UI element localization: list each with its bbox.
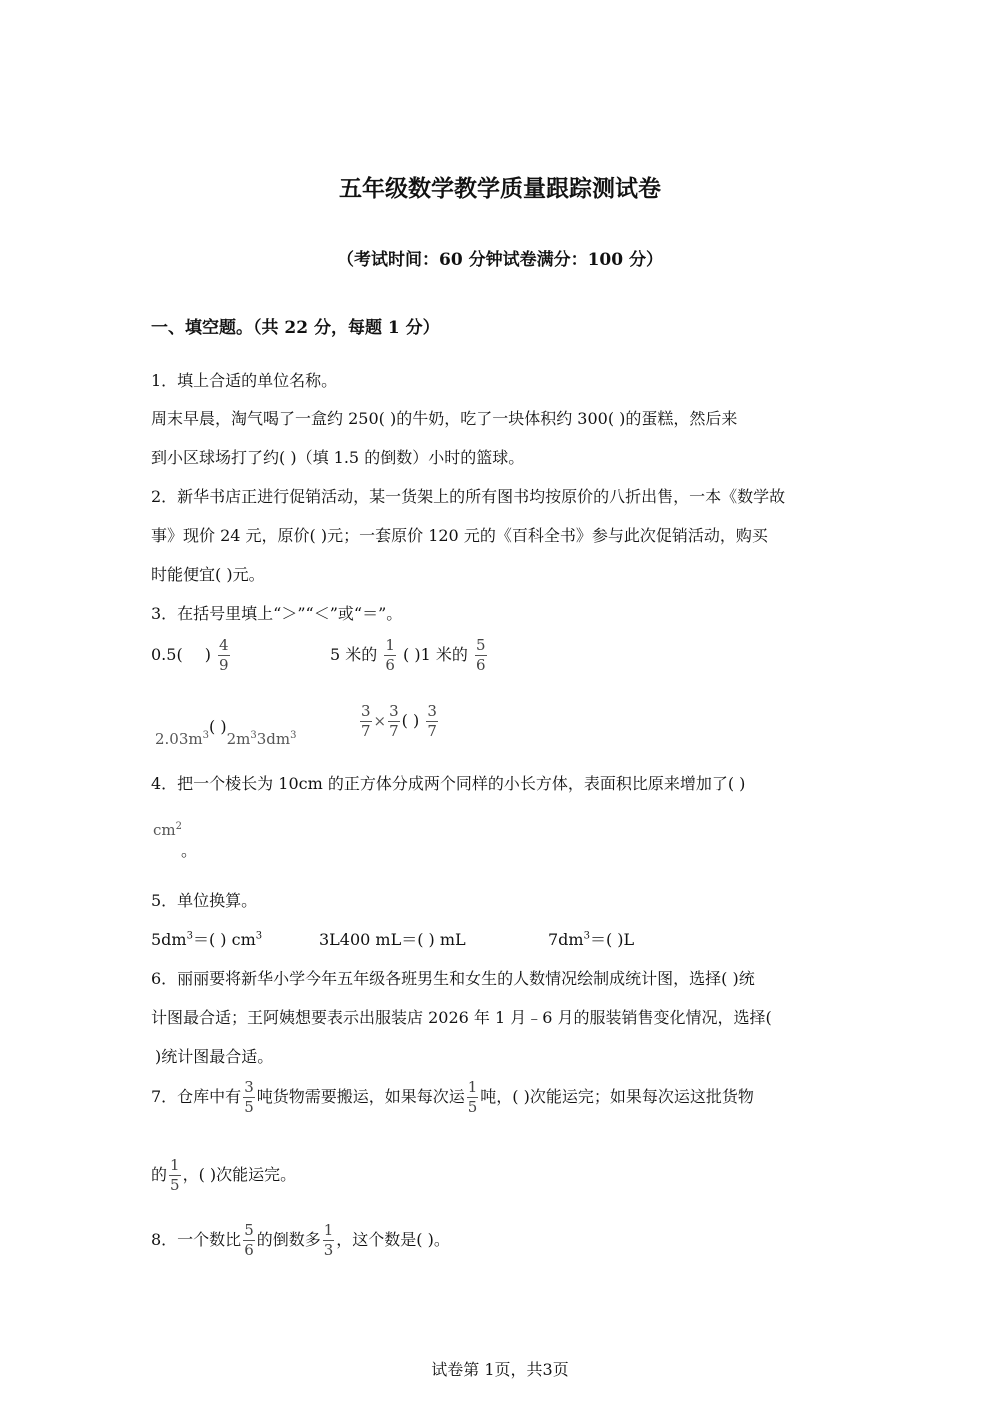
fraction: $\frac{4}{9}$ <box>219 636 229 674</box>
q3c-right: $2m^33dm^3$ <box>226 730 297 748</box>
q6-text-line: 计图最合适；王阿姨想要表示出服装店 2026 年 1 月﹣6 月的服装销售变化情况，选择( <box>151 1008 772 1027</box>
fraction: $\frac{1}{5}$ <box>467 1078 478 1116</box>
q7-text-line: 的 $\frac{1}{5}$ ，( )次能运完。 <box>151 1156 297 1194</box>
fraction: $\frac{5}{6}$ <box>475 636 486 674</box>
q5-item-a: $5dm^3=$( ) $cm^3$ <box>151 930 263 949</box>
q4-end: 。 <box>181 841 198 860</box>
q2-text-line: 时能便宜( )元。 <box>151 565 265 584</box>
q3c-left: $2.03m^3$ <box>155 730 209 748</box>
q3a-right: ) <box>204 645 211 664</box>
q4-unit: $cm^2$ <box>153 821 182 839</box>
q2-text-line: 事》现价 24 元，原价( )元；一套原价 120 元的《百科全书》参与此次促销活动，购买 <box>151 526 768 545</box>
page-footer: 试卷第 1页，共3页 <box>431 1360 569 1379</box>
q1-title: 1．填上合适的单位名称。 <box>151 371 338 390</box>
q3-item-b <box>330 638 489 673</box>
q1-text-line: 周末早晨，淘气喝了一盒约 250( )的牛奶，吃了一块体积约 300( )的蛋糕，然后来 <box>151 409 738 428</box>
q3c-paren: ( ) <box>209 717 227 736</box>
q3-item-a <box>151 638 232 673</box>
q2-text-line: 2．新华书店正进行促销活动，某一货架上的所有图书均按原价的八折出售，一本《数学故 <box>151 487 786 506</box>
q8-text-line: 8．一个数比 $\frac{5}{6}$ 的倒数多 $\frac{1}{3}$ ，这个数是( )。 <box>151 1221 450 1259</box>
q5-item-c: $7dm^3=$( )L <box>548 930 635 949</box>
q5-item-b: 3L400 mL＝( ) mL <box>319 930 466 949</box>
q1-text-line: 到小区球场打了约( )（填 1.5 的倒数）小时的篮球。 <box>151 448 525 467</box>
fraction: $\frac{3}{5}$ <box>244 1078 254 1116</box>
q5-title: 5．单位换算。 <box>151 891 258 910</box>
fraction: $\frac{3}{7}$ <box>389 702 399 740</box>
exam-info: （考试时间：60 分钟试卷满分：100 分） <box>337 250 663 270</box>
q3b-pre: 5 米的 <box>330 645 378 664</box>
q3-item-d <box>358 704 440 739</box>
fraction: $\frac{1}{3}$ <box>323 1221 334 1259</box>
q6-text-line: 6．丽丽要将新华小学今年五年级各班男生和女生的人数情况绘制成统计图，选择( )统 <box>151 969 755 988</box>
q4-text-line: 4．把一个棱长为 10cm 的正方体分成两个同样的小长方体，表面积比原来增加了( ) <box>151 774 746 793</box>
q3d-paren: ( ) <box>401 711 420 730</box>
q3b-mid: ( )1 米的 <box>403 645 468 664</box>
q3a-left: 0.5( <box>151 645 183 664</box>
q3-title: 3．在括号里填上“＞”“＜”或“＝”。 <box>151 604 403 623</box>
fraction: $\frac{5}{6}$ <box>244 1221 254 1259</box>
q3-item-c <box>155 717 297 748</box>
times-sign: × <box>373 712 387 730</box>
q7-text-line: 7．仓库中有 $\frac{3}{5}$ 吨货物需要搬运，如果每次运 $\frac{1}{5}$ 吨，( )次能运完；如果每次运这批货物 <box>151 1078 754 1116</box>
fraction: $\frac{3}{7}$ <box>427 702 437 740</box>
section-heading: 一、填空题。（共 22 分，每题 1 分） <box>151 318 440 338</box>
fraction: $\frac{3}{7}$ <box>361 702 371 740</box>
q6-text-line: )统计图最合适。 <box>155 1047 274 1066</box>
page-title: 五年级数学教学质量跟踪测试卷 <box>339 176 661 202</box>
fraction: $\frac{1}{5}$ <box>170 1156 180 1194</box>
fraction: $\frac{1}{6}$ <box>385 636 395 674</box>
